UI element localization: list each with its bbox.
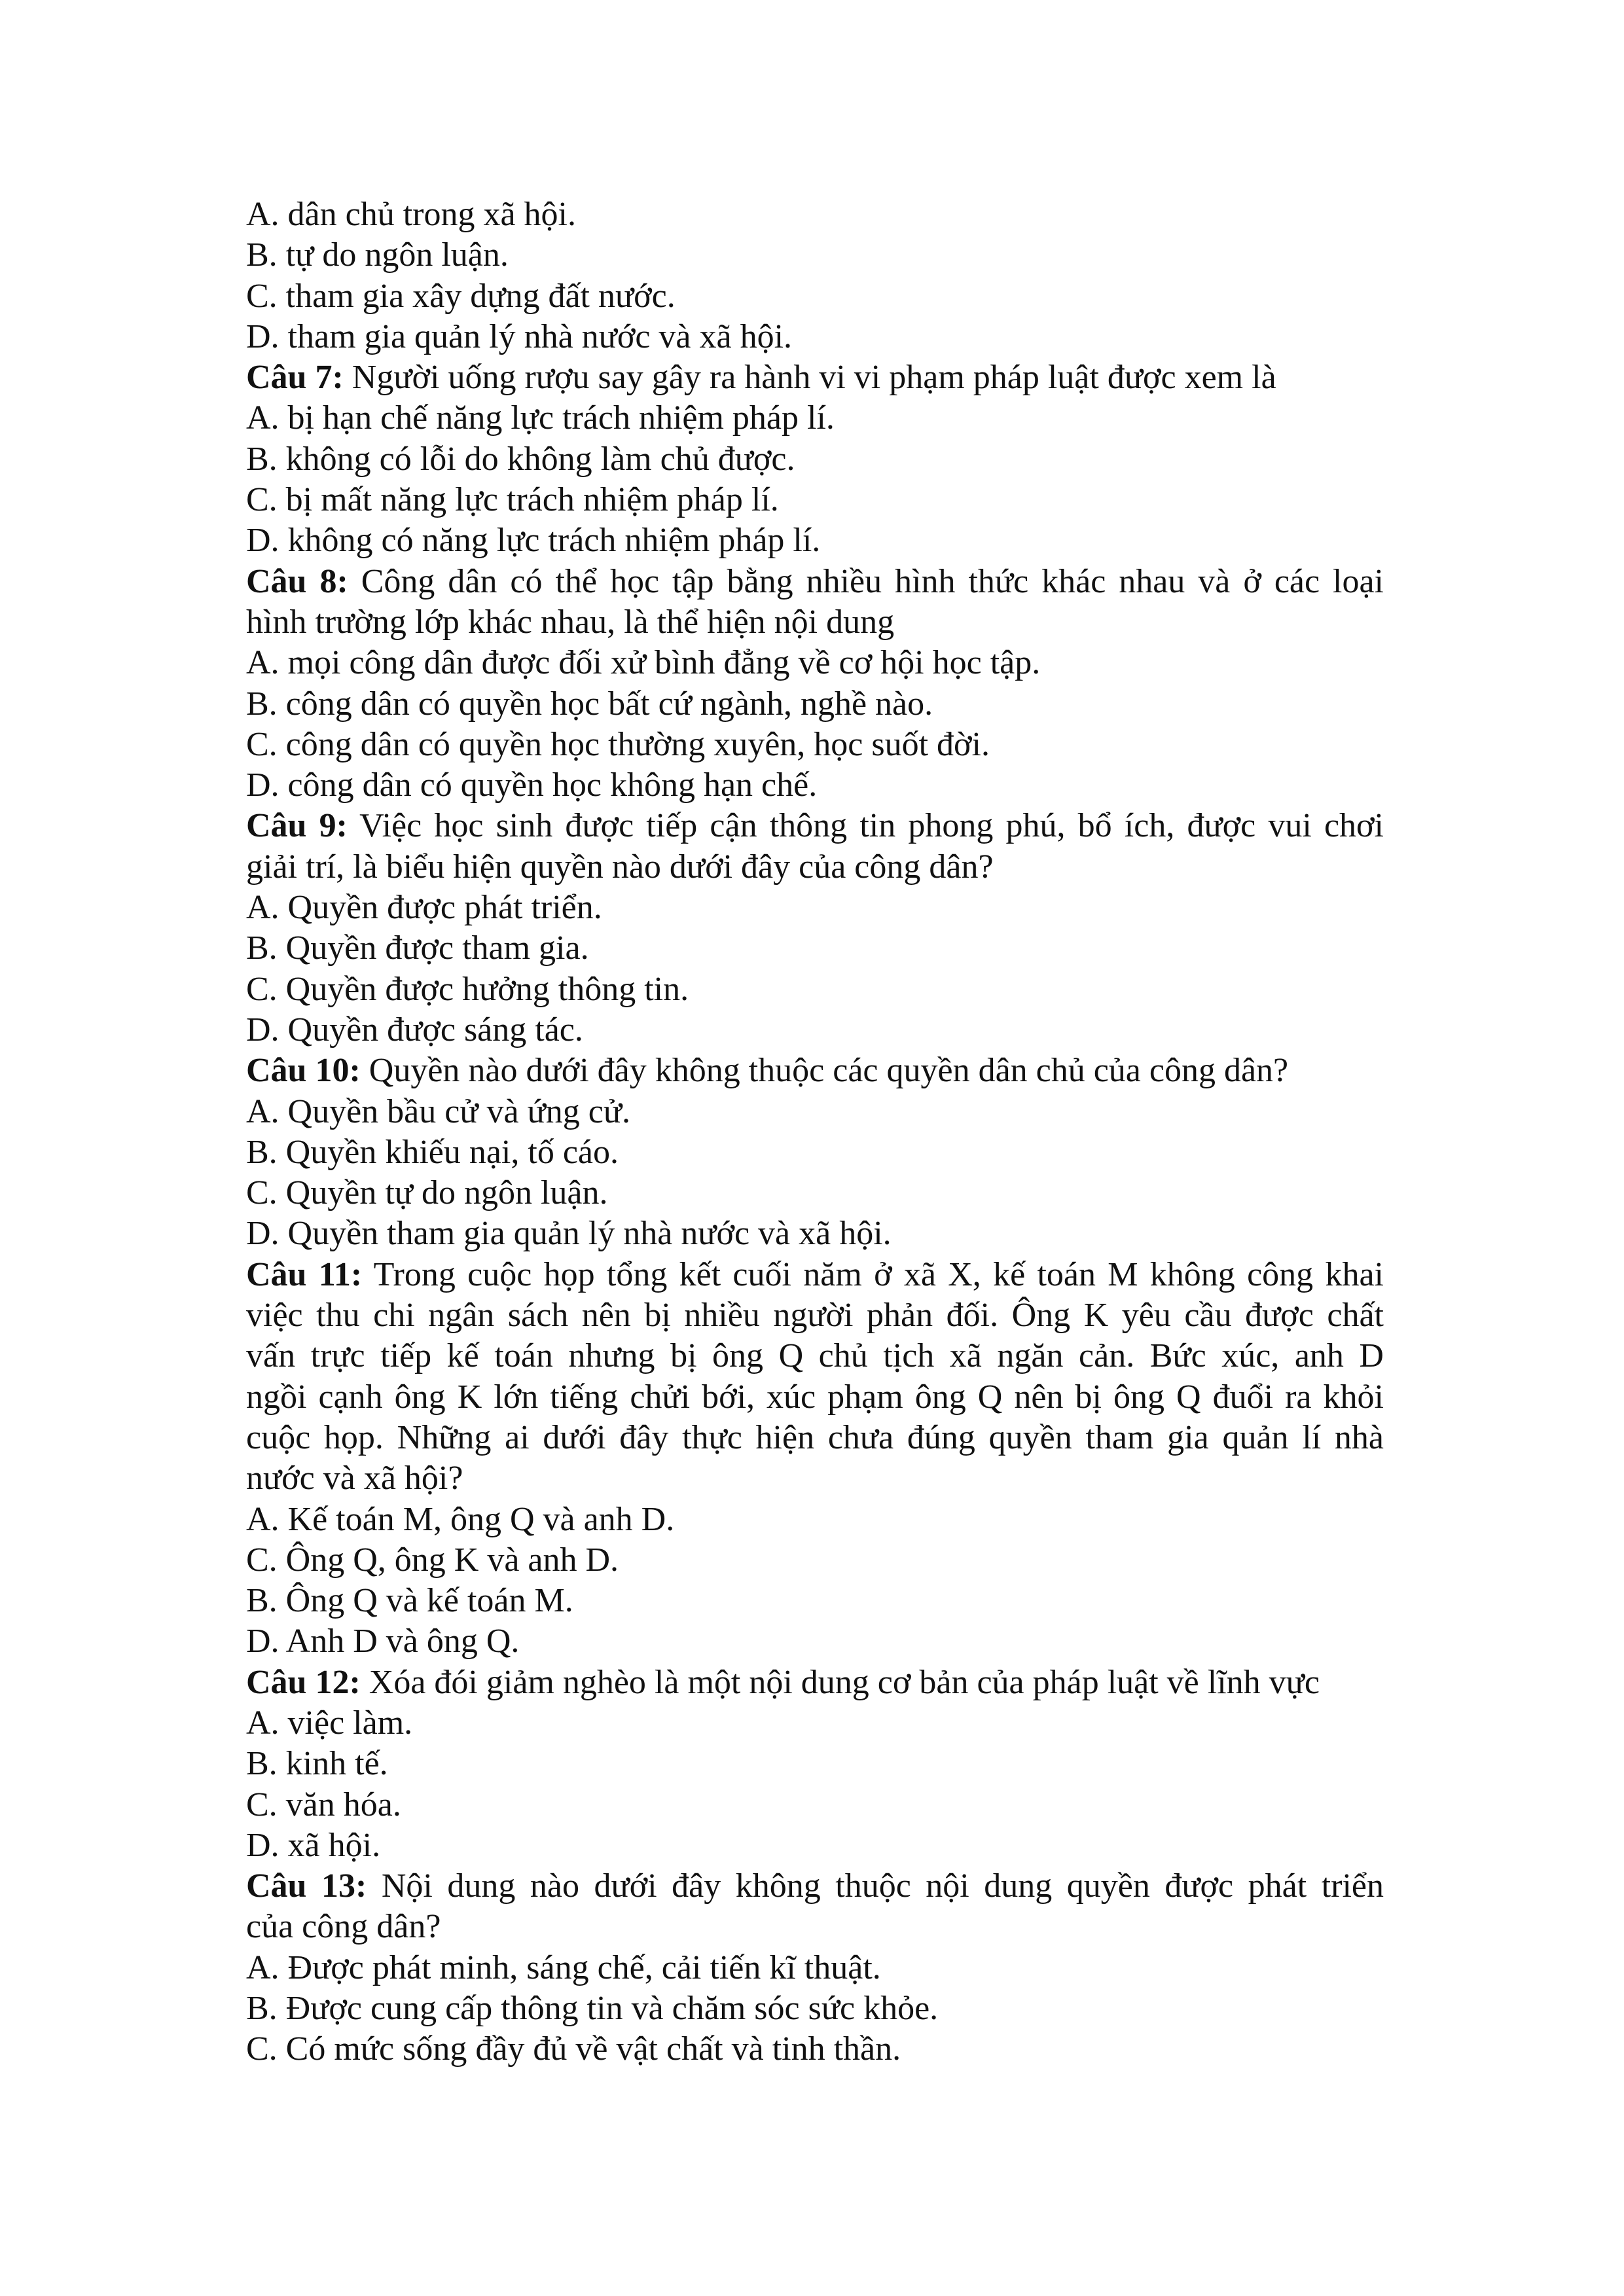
answer-option: C. công dân có quyền học thường xuyên, học suốt đời.	[246, 725, 990, 763]
question-number: Câu 10:	[246, 1052, 361, 1090]
question-continuation-line	[246, 847, 1384, 888]
question-continuation-line	[246, 602, 1384, 643]
question-stem	[246, 357, 1384, 398]
question-text: của công dân?	[246, 1908, 441, 1946]
question-stem	[246, 1662, 1384, 1703]
answer-option: B. Quyền được tham gia.	[246, 929, 589, 967]
question-number: Câu 13:	[246, 1867, 367, 1905]
question-first-line	[246, 1866, 1384, 1907]
answer-option: D. xã hội.	[246, 1826, 381, 1864]
answer-option: A. Quyền bầu cử và ứng cử.	[246, 1092, 631, 1130]
answer-option: A. dân chủ trong xã hội.	[246, 196, 577, 233]
question-continuation-line	[246, 1907, 1384, 1947]
question-text: nước và xã hội?	[246, 1460, 463, 1498]
question-text: Công dân có thể học tập bằng nhiều hình thức khác nhau và ở các loại	[361, 562, 1384, 600]
question-first-line	[246, 357, 1384, 398]
answer-option: B. công dân có quyền học bất cứ ngành, nghề nào.	[246, 685, 933, 723]
question-text: vấn trực tiếp kế toán nhưng bị ông Q chủ tịch xã ngăn cản. Bức xúc, anh D	[246, 1337, 1384, 1375]
question-first-line	[246, 806, 1384, 846]
answer-option: B. tự do ngôn luận.	[246, 236, 509, 274]
question-stem	[246, 1050, 1384, 1091]
answer-option: C. Ông Q, ông K và anh D.	[246, 1541, 619, 1579]
question-text: ngồi cạnh ông K lớn tiếng chửi bới, xúc phạm ông Q nên bị ông Q đuổi ra khỏi	[246, 1378, 1384, 1416]
answer-option: A. bị hạn chế năng lực trách nhiệm pháp lí.	[246, 399, 835, 437]
answer-option: D. Quyền được sáng tác.	[246, 1011, 583, 1049]
answer-option: A. việc làm.	[246, 1704, 413, 1742]
question-number: Câu 8:	[246, 562, 348, 600]
answer-option: C. văn hóa.	[246, 1785, 401, 1823]
question-first-line	[246, 1662, 1384, 1703]
answer-option: D. không có năng lực trách nhiệm pháp lí.	[246, 522, 821, 560]
question-stem	[246, 562, 1384, 643]
answer-option: B. không có lỗi do không làm chủ được.	[246, 440, 795, 478]
answer-option: C. Có mức sống đầy đủ về vật chất và tinh thần.	[246, 2030, 901, 2068]
question-stem	[246, 806, 1384, 888]
question-number: Câu 7:	[246, 359, 344, 397]
question-text: Người uống rượu say gây ra hành vi vi phạm pháp luật được xem là	[352, 359, 1276, 397]
question-continuation-line	[246, 1336, 1384, 1376]
question-number: Câu 9:	[246, 807, 348, 845]
question-continuation-line	[246, 1418, 1384, 1458]
answer-option: D. Quyền tham gia quản lý nhà nước và xã hội.	[246, 1215, 892, 1253]
question-first-line	[246, 1255, 1384, 1295]
answer-option: D. tham gia quản lý nhà nước và xã hội.	[246, 317, 793, 355]
answer-option: C. tham gia xây dựng đất nước.	[246, 277, 676, 315]
question-text: Xóa đói giảm nghèo là một nội dung cơ bản của pháp luật về lĩnh vực	[369, 1663, 1320, 1701]
question-text: Nội dung nào dưới đây không thuộc nội dung quyền được phát triển	[381, 1867, 1384, 1905]
exam-text-body	[246, 194, 1384, 2070]
answer-option: A. mọi công dân được đối xử bình đẳng về cơ hội học tập.	[246, 644, 1041, 682]
answer-option: D. công dân có quyền học không hạn chế.	[246, 766, 818, 804]
question-text: hình trường lớp khác nhau, là thể hiện nội dung	[246, 603, 895, 641]
question-stem	[246, 1866, 1384, 1948]
answer-option: C. Quyền được hưởng thông tin.	[246, 970, 689, 1008]
question-text: giải trí, là biểu hiện quyền nào dưới đây của công dân?	[246, 848, 994, 886]
question-continuation-line	[246, 1295, 1384, 1336]
answer-option: D. Anh D và ông Q.	[246, 1623, 520, 1660]
question-text: việc thu chi ngân sách nên bị nhiều người phản đối. Ông K yêu cầu được chất	[246, 1297, 1384, 1335]
question-first-line	[246, 562, 1384, 602]
question-text: Trong cuộc họp tổng kết cuối năm ở xã X, kế toán M không công khai	[373, 1255, 1384, 1293]
answer-option: C. Quyền tự do ngôn luận.	[246, 1174, 608, 1212]
answer-option: C. bị mất năng lực trách nhiệm pháp lí.	[246, 481, 779, 519]
answer-option: A. Kế toán M, ông Q và anh D.	[246, 1500, 675, 1538]
question-number: Câu 11:	[246, 1255, 363, 1293]
question-text: Việc học sinh được tiếp cận thông tin phong phú, bổ ích, được vui chơi	[359, 807, 1384, 845]
answer-option: B. Quyền khiếu nại, tố cáo.	[246, 1133, 619, 1171]
question-stem	[246, 1255, 1384, 1499]
question-text: Quyền nào dưới đây không thuộc các quyền dân chủ của công dân?	[369, 1052, 1289, 1090]
question-text: cuộc họp. Những ai dưới đây thực hiện chưa đúng quyền tham gia quản lí nhà	[246, 1418, 1384, 1456]
question-number: Câu 12:	[246, 1663, 361, 1701]
answer-option: A. Được phát minh, sáng chế, cải tiến kĩ thuật.	[246, 1948, 881, 1986]
answer-option: B. kinh tế.	[246, 1745, 388, 1783]
answer-option: B. Ông Q và kế toán M.	[246, 1582, 573, 1620]
question-first-line	[246, 1050, 1384, 1091]
question-continuation-line	[246, 1458, 1384, 1499]
answer-option: A. Quyền được phát triển.	[246, 889, 602, 927]
answer-option: B. Được cung cấp thông tin và chăm sóc sức khỏe.	[246, 1990, 939, 2028]
question-continuation-line	[246, 1377, 1384, 1418]
